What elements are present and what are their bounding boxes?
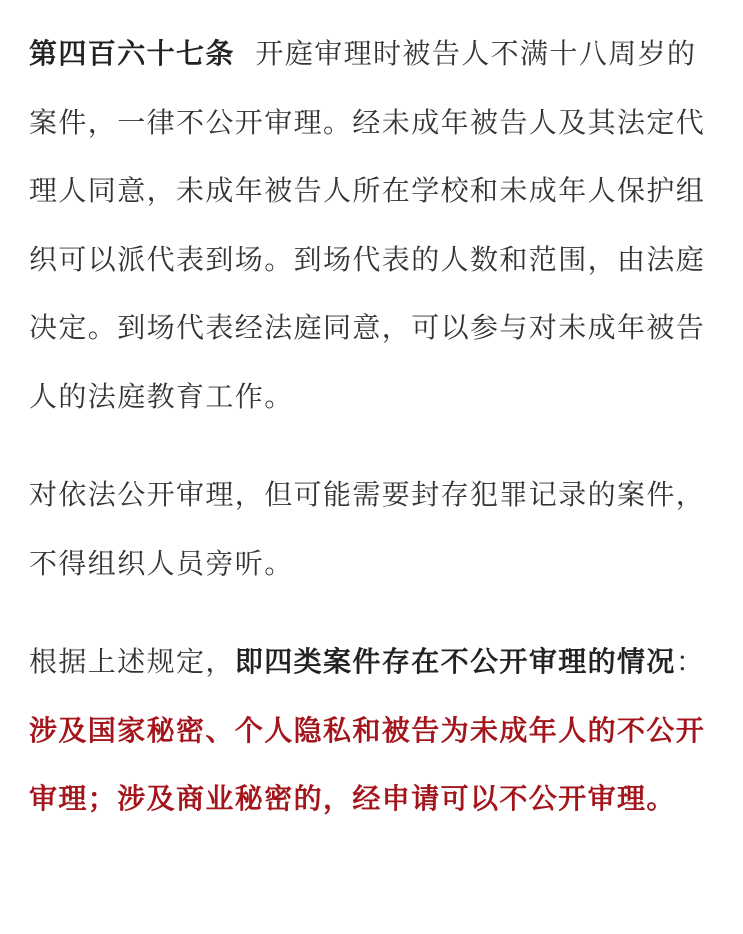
article-467-text: 开庭审理时被告人不满十八周岁的案件，一律不公开审理。经未成年被告人及其法定代理人同意，未成年被告人所在学校和未成年人保护组织可以派代表到场。到场代表的人数和范围，由法庭决定。到场代表经法庭同意，可以参与对未成年被告人的法庭教育工作。 xyxy=(29,37,706,413)
summary-lead-text: 根据上述规定， xyxy=(29,645,235,678)
paragraph-sealed-records xyxy=(29,461,719,598)
summary-colon: ： xyxy=(675,645,706,678)
summary-highlight-text: 涉及国家秘密、个人隐私和被告为未成年人的不公开审理；涉及商业秘密的，经申请可以不公开审理。 xyxy=(29,713,706,815)
paragraph-article-467 xyxy=(29,20,719,431)
article-number-heading: 第四百六十七条 xyxy=(29,37,235,70)
sealed-records-text: 对依法公开审理，但可能需要封存犯罪记录的案件，不得组织人员旁听。 xyxy=(29,478,706,580)
summary-bold-text: 即四类案件存在不公开审理的情况 xyxy=(234,645,676,678)
paragraph-summary xyxy=(29,628,719,834)
